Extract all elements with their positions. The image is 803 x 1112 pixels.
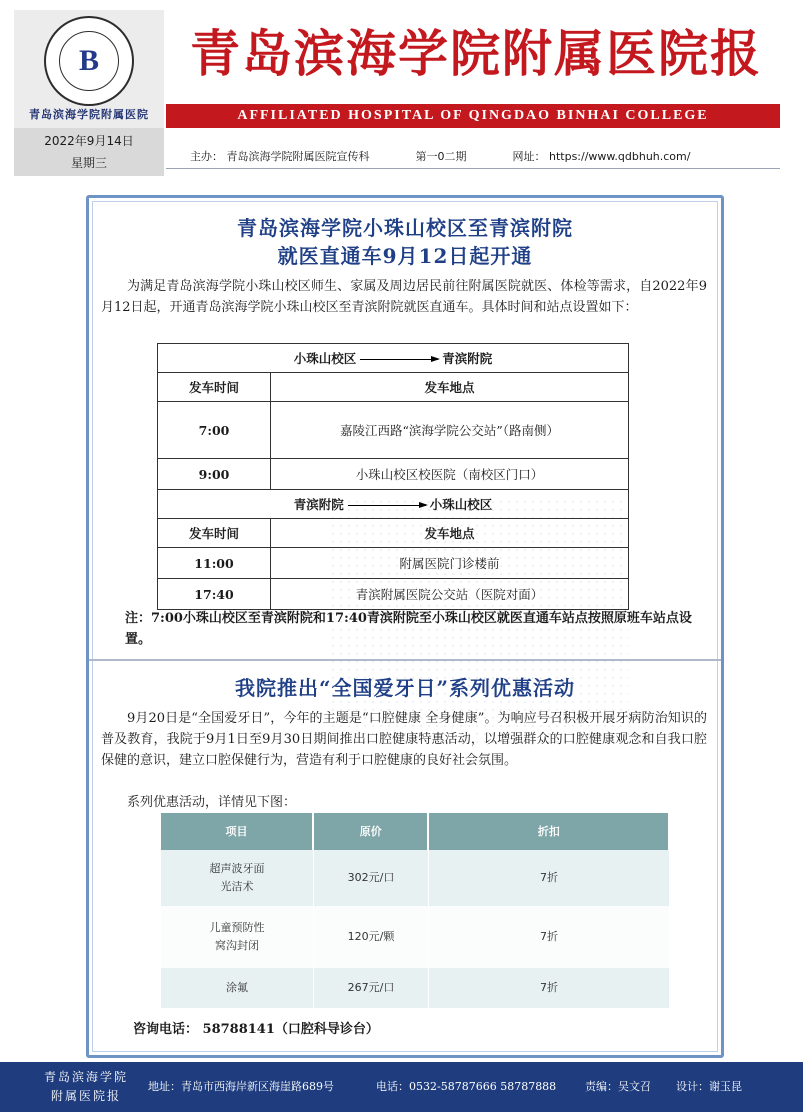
route1-from: 小珠山校区: [293, 351, 357, 366]
schedule-place: 小珠山校区校医院（南校区门口）: [271, 459, 629, 490]
item-price: 267元/口: [313, 968, 428, 1008]
route2-to: 小珠山校区: [429, 497, 493, 512]
article2-title: 我院推出“全国爱牙日”系列优惠活动: [234, 676, 575, 700]
footer-phone: 电话：0532-58787666 58787888: [376, 1080, 557, 1093]
item-name: 窝沟封闭: [215, 939, 259, 952]
table-row: [158, 579, 629, 610]
footer-brand-line2: 附属医院报: [50, 1089, 121, 1103]
item-price: 302元/口: [313, 850, 428, 906]
seal-emblem-icon: B: [59, 31, 119, 91]
website-link[interactable]: 网址： https://www.qdbhuh.com/: [512, 150, 691, 163]
issue-number: 第一0二期: [415, 150, 467, 163]
shuttle-schedule-table: [157, 343, 629, 610]
col-time-header: 发车时间: [158, 519, 271, 548]
footer-brand-line1: 青岛滨海学院: [43, 1070, 128, 1084]
table-row: [161, 850, 669, 906]
item-discount: 7折: [428, 850, 669, 906]
table-row: [161, 906, 669, 968]
dental-offer-table: [161, 813, 669, 1008]
arrow-right-icon: [360, 359, 438, 360]
item-name: 超声波牙面: [209, 862, 265, 875]
item-name: 光洁术: [220, 880, 254, 893]
article1-intro: 为满足青岛滨海学院小珠山校区师生、家属及周边居民前往附属医院就医、体检等需求，自2022年9月12日起，开通青岛滨海学院小珠山校区至青滨附院就医直通车。具体时间和站点设置如下：: [101, 279, 707, 315]
article2-body: 9月20日是“全国爱牙日”，今年的主题是“口腔健康 全身健康”。为响应号召积极开展牙病防治知识的普及教育，我院于9月1日至9月30日期间推出口腔健康特惠活动，以增强群众的口腔健康观念和自我口腔保健的意识，建立口腔保健行为，营造有利于口腔健康的良好社会氛围。: [101, 711, 707, 768]
table-row: [158, 548, 629, 579]
footer-address: 地址：青岛市西海岸新区海崖路689号: [148, 1080, 334, 1093]
route1-to: 青滨附院: [442, 351, 493, 366]
logo-hospital-name: 青岛滨海学院附属医院: [29, 108, 149, 121]
issue-weekday: 星期三: [70, 156, 107, 170]
footer-bar: [0, 1062, 803, 1112]
header-divider: [166, 168, 780, 169]
route2-from: 青滨附院: [293, 497, 344, 512]
shuttle-note: 注：7:00小珠山校区至青滨附院和17:40青滨附院至小珠山校区就医直通车站点按照原班车站点设置。: [125, 611, 692, 647]
article-separator: [89, 659, 721, 661]
item-name: 儿童预防性: [209, 921, 265, 934]
table-row: [158, 459, 629, 490]
footer-editor: 责编：吴文召: [585, 1080, 651, 1093]
article2-lead: 系列优惠活动，详情见下图：: [127, 795, 297, 810]
table-header-row: [161, 813, 669, 850]
article-frame: [86, 195, 724, 1058]
col-discount-header: 折扣: [428, 813, 669, 850]
table-header-row: [158, 519, 629, 548]
hospital-seal-logo: [44, 16, 134, 106]
arrow-right-icon: [348, 505, 426, 506]
schedule-place: 嘉陵江西路“滨海学院公交站”（路南侧）: [271, 402, 629, 459]
col-price-header: 原价: [313, 813, 428, 850]
table-header-row: [158, 373, 629, 402]
masthead-info-line: [166, 148, 780, 164]
masthead-title: 青岛滨海学院附属医院报: [190, 24, 762, 83]
logo-block: [14, 10, 164, 176]
item-price: 120元/颗: [313, 906, 428, 968]
article1-title-line1: 青岛滨海学院小珠山校区至青滨附院: [237, 216, 573, 240]
route-row: [158, 490, 629, 519]
item-discount: 7折: [428, 906, 669, 968]
item-name: 涂氟: [226, 981, 248, 994]
schedule-place: 青滨附属医院公交站（医院对面）: [271, 579, 629, 610]
col-place-header: 发车地点: [271, 519, 629, 548]
masthead-english-bar: AFFILIATED HOSPITAL OF QINGDAO BINHAI COLLEGE: [166, 104, 780, 128]
col-place-header: 发车地点: [271, 373, 629, 402]
consult-phone: 咨询电话： 58788141（口腔科导诊台）: [133, 1022, 379, 1037]
col-time-header: 发车时间: [158, 373, 271, 402]
sponsor-text: 主办： 青岛滨海学院附属医院宣传科: [190, 150, 370, 163]
table-row: [161, 968, 669, 1008]
table-row: [158, 402, 629, 459]
schedule-time: 17:40: [158, 579, 271, 610]
issue-date: 2022年9月14日: [44, 134, 134, 148]
item-discount: 7折: [428, 968, 669, 1008]
date-box: [14, 128, 164, 176]
schedule-time: 7:00: [158, 402, 271, 459]
col-item-header: 项目: [161, 813, 313, 850]
route-row: [158, 344, 629, 373]
schedule-place: 附属医院门诊楼前: [271, 548, 629, 579]
footer-brand: [36, 1068, 136, 1106]
schedule-time: 11:00: [158, 548, 271, 579]
article1-title-line2: 就医直通车9月12日起开通: [277, 244, 533, 268]
schedule-time: 9:00: [158, 459, 271, 490]
footer-designer: 设计：谢玉昆: [676, 1080, 742, 1093]
